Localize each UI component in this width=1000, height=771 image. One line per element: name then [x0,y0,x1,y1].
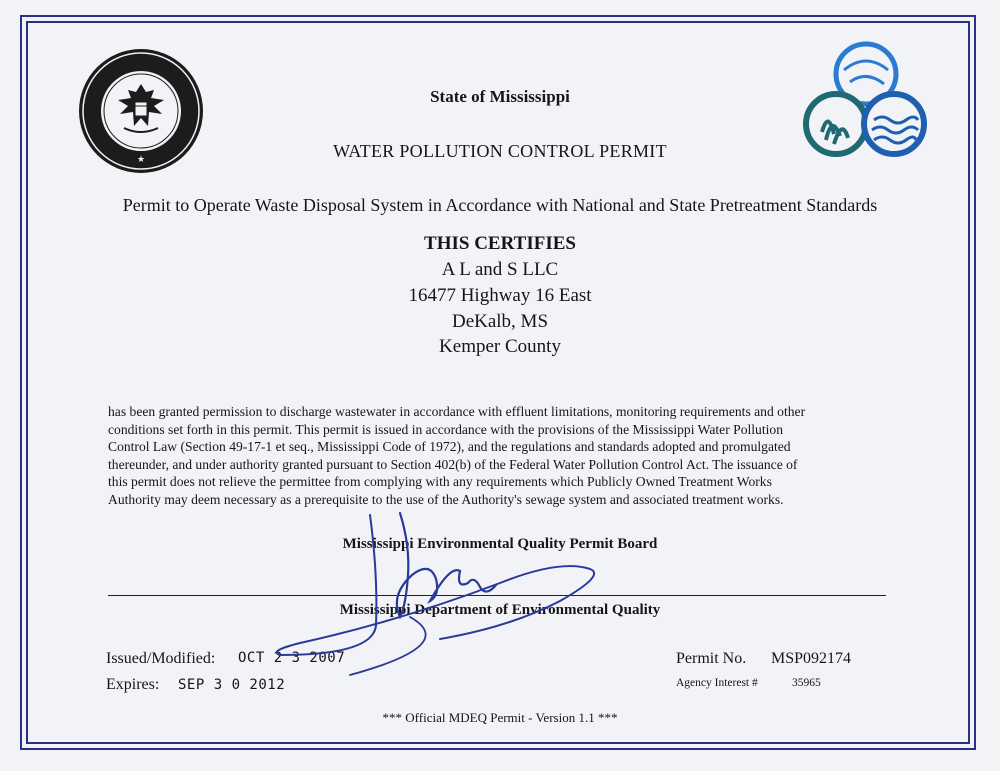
permittee-county: Kemper County [439,336,561,357]
permit-number: MSP092174 [771,650,852,667]
permittee-name: A L and S LLC [441,259,559,280]
official-footer: *** Official MDEQ Permit - Version 1.1 *** [382,710,618,725]
permittee-address: 16477 Highway 16 East [408,285,592,306]
body-line: has been granted permission to discharge wastewater in accordance with effluent limitations, monitoring requirements and other [108,404,806,419]
agency-interest-label: Agency Interest # [676,677,758,689]
body-line: Control Law (Section 49-17-1 et seq., Mississippi Code of 1972), and the regulations and standards adopted and promulgated [108,439,791,455]
permit-subtitle: Permit to Operate Waste Disposal System in Accordance with National and State Pretreatment Standards [122,195,878,215]
state-title: State of Mississippi [430,87,570,106]
expires-label: Expires: [106,676,160,693]
body-line: Authority may deem necessary as a prerequisite to the use of the Authority's sewage system and associated treatment works. [108,491,784,507]
agency-interest-number: 35965 [792,677,821,689]
expires-date-stamp: SEP 3 0 2012 [178,677,286,693]
issued-date-stamp: OCT 2 3 2007 [238,650,346,666]
certifies-heading: THIS CERTIFIES [424,233,576,254]
permit-board: Mississippi Environmental Quality Permit Board [342,536,658,552]
permit-type-title: WATER POLLUTION CONTROL PERMIT [333,141,667,161]
permit-body [108,403,898,509]
body-line: thereunder, and under authority granted pursuant to Section 402(b) of the Federal Water Pollution Control Act. The issuance of [108,456,798,472]
permittee-city: DeKalb, MS [451,311,549,332]
body-line: this permit does not relieve the permittee from complying with any requirements which Publicly Owned Treatment Works [108,474,772,490]
signature-icon [260,505,620,685]
issued-label: Issued/Modified: [106,650,216,667]
department-name: Mississippi Department of Environmental Quality [339,602,661,618]
body-line: conditions set forth in this permit. This permit is issued in accordance with the provisions of the Mississippi Water Pollution [108,421,784,437]
permit-number-label: Permit No. [676,650,747,667]
svg-text:★: ★ [136,154,146,164]
